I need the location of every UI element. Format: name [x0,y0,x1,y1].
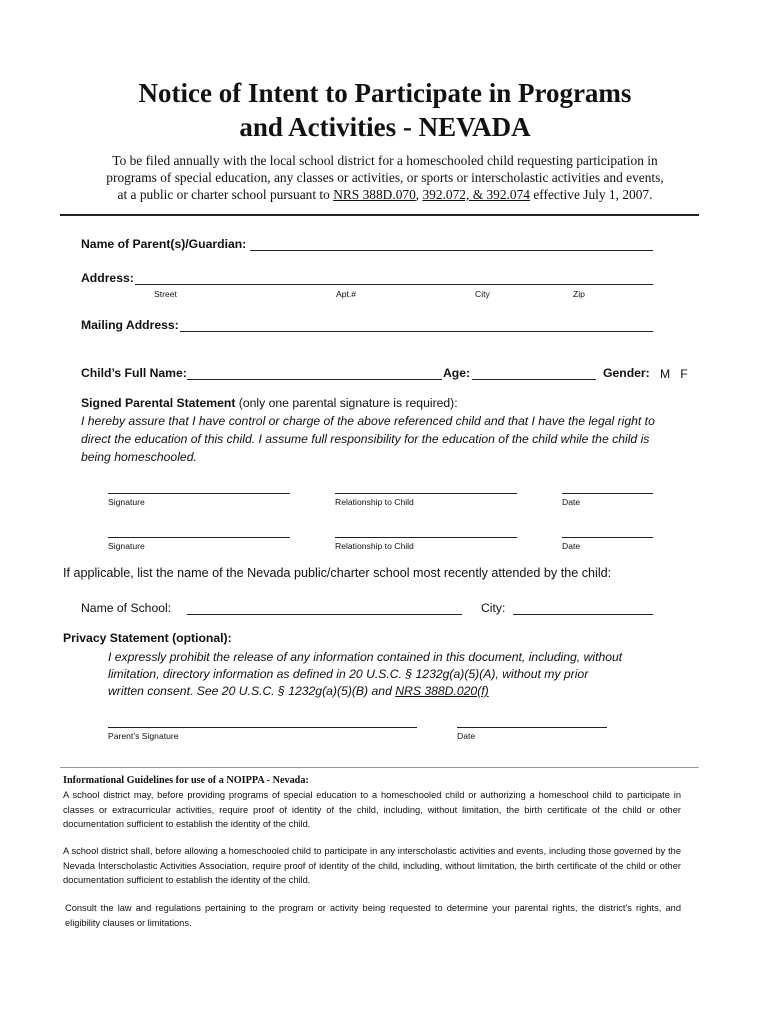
statement-line-1: I hereby assure that I have control or charge of the above referenced child and that I have the legal right to [81,414,655,428]
address-apt-caption: Apt.# [336,289,357,299]
statement-heading [81,396,458,410]
mailing-address-field[interactable] [180,331,653,332]
statement-heading-bold: Signed Parental Statement [81,396,236,410]
child-name-label: Child’s Full Name: [81,366,187,380]
privacy-line-3-pre: written consent. See 20 U.S.C. § 1232g(a)(5)(B) and [108,684,396,698]
mailing-address-label: Mailing Address: [81,318,179,332]
intro-line-3 [40,186,730,203]
parent-name-field[interactable] [250,250,653,251]
address-field[interactable] [135,284,653,285]
date-1-caption: Date [562,497,581,507]
child-name-field[interactable] [187,379,442,380]
relationship-1-caption: Relationship to Child [335,497,414,507]
parent-signature-date-field[interactable] [457,727,607,728]
intro-line-2: programs of special education, any classes or activities, or sports or interscholastic activities and events, [106,170,664,185]
privacy-line-3 [108,682,489,700]
statement-line-2: direct the education of this child. I assume full responsibility for the education of the child while the child is [81,432,650,446]
parent-name-label: Name of Parent(s)/Guardian: [81,237,247,251]
signature-1-field[interactable] [108,493,290,494]
guidelines-heading: Informational Guidelines for use of a NOIPPA - Nevada: [63,775,309,786]
privacy-heading: Privacy Statement (optional): [63,631,232,645]
guidelines-paragraph-2: A school district shall, before allowing a homeschooled child to participate in any interscholastic activities and events, including those governed by the Nevada Interscholastic Activities Association, require proof of identity of the child, including, without limitation, the birth certificate of the child or other documentation sufficient to establish the identity of the child. [63,846,681,885]
date-2-caption: Date [562,541,581,551]
parent-signature-field[interactable] [108,727,417,728]
gender-label: Gender: [603,366,650,380]
page-title-line-1: Notice of Intent to Participate in Programs [138,78,632,108]
statement-heading-rest: (only one parental signature is required): [235,396,458,410]
address-zip-caption: Zip [573,289,585,299]
parent-signature-date-caption: Date [457,731,476,741]
relationship-2-field[interactable] [335,537,517,538]
statement-line-3: being homeschooled. [81,450,197,464]
address-label: Address: [81,271,134,285]
nrs-388d070-link[interactable]: NRS 388D.070 [333,187,416,202]
school-name-field[interactable] [187,614,462,615]
nrs-388d020-link[interactable]: NRS 388D.020(f) [395,684,489,698]
gender-options[interactable]: M F [660,367,688,381]
header-divider [60,214,699,216]
nrs-392-link[interactable]: 392.072, & 392.074 [422,187,530,202]
signature-2-caption: Signature [108,541,145,551]
age-field[interactable] [472,379,596,380]
intro-line-3-post: effective July 1, 2007. [529,187,653,202]
privacy-line-2: limitation, directory information as defined in 20 U.S.C. § 1232g(a)(5)(A), without my prior [108,667,589,681]
school-prompt: If applicable, list the name of the Nevada public/charter school most recently attended by the child: [63,566,612,580]
signature-1-caption: Signature [108,497,145,507]
guidelines-paragraph-3: Consult the law and regulations pertaining to the program or activity being requested to determine your parental rights, the district's rights, and eligibility clauses or limitations. [65,903,681,928]
signature-2-field[interactable] [108,537,290,538]
date-2-field[interactable] [562,537,653,538]
intro-line-3-pre: at a public or charter school pursuant to [117,187,334,202]
intro-line-1: To be filed annually with the local school district for a homeschooled child requesting participation in [112,153,658,168]
address-street-caption: Street [154,289,177,299]
relationship-2-caption: Relationship to Child [335,541,414,551]
age-label: Age: [443,366,471,380]
school-city-field[interactable] [513,614,653,615]
guidelines-paragraph-1: A school district may, before providing programs of special education to a homeschooled child or authorizing a homeschool child to participate in classes or extracurricular activities, require proof of identity of the child, including, without limitation, the birth certificate of the child or other documentation sufficient to establish the identity of the child. [63,790,681,829]
page-title-line-2: and Activities - NEVADA [239,112,531,142]
school-city-label: City: [481,601,506,615]
relationship-1-field[interactable] [335,493,517,494]
privacy-line-1: I expressly prohibit the release of any information contained in this document, including, without [108,650,623,664]
guidelines-divider [60,767,699,768]
date-1-field[interactable] [562,493,653,494]
intro-sep: , [415,187,423,202]
school-name-label: Name of School: [81,601,172,615]
parent-signature-caption: Parent’s Signature [108,731,179,741]
address-city-caption: City [475,289,490,299]
